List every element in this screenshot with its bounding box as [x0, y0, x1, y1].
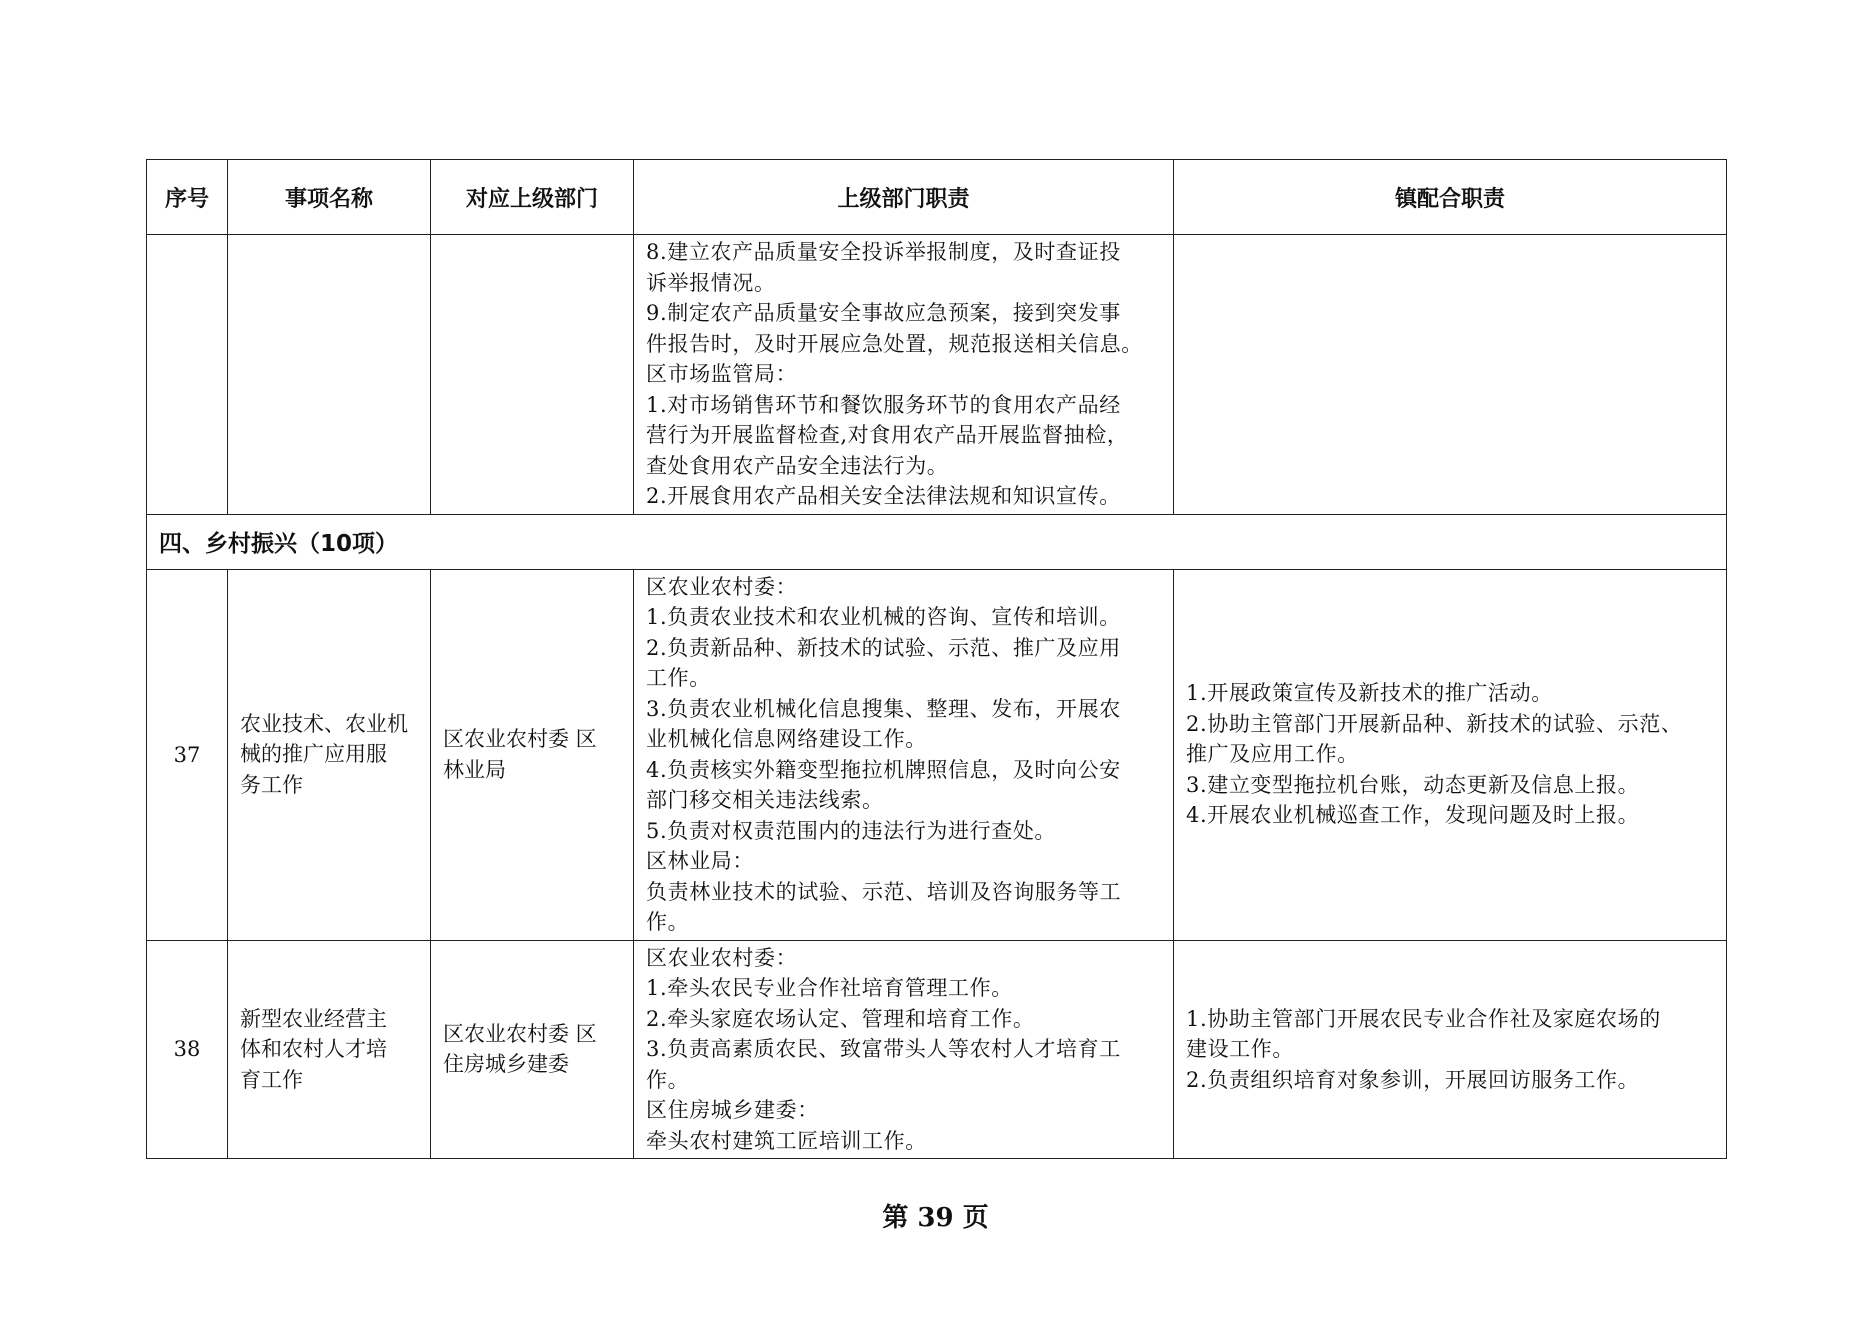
text-line: 区市场监管局：	[646, 362, 798, 386]
text-line: 1.负责农业技术和农业机械的咨询、宣传和培训。	[646, 605, 1121, 629]
text-line: 械的推广应用服	[240, 742, 387, 767]
text-line: 推广及应用工作。	[1186, 742, 1359, 767]
responsibility-table	[146, 159, 1727, 1159]
header-item-name: 事项名称	[228, 160, 431, 235]
text-line: 1.协助主管部门开展农民专业合作社及家庭农场的	[1186, 1006, 1661, 1031]
text-line: 林业局	[443, 757, 506, 782]
text-line: 查处食用农产品安全违法行为。	[646, 453, 949, 478]
text-line: 8.建立农产品质量安全投诉举报制度，及时查证投	[646, 240, 1121, 264]
text-line: 区林业局：	[646, 849, 754, 873]
row-upper-dept	[431, 940, 634, 1159]
text-line: 区住房城乡建委：	[646, 1098, 819, 1122]
row-no	[147, 235, 228, 515]
text-line: 诉举报情况。	[646, 270, 776, 295]
text-line: 建设工作。	[1186, 1037, 1294, 1061]
text-line: 营行为开展监督检查,对食用农产品开展监督抽检，	[646, 423, 1129, 447]
row-upper-duties	[634, 569, 1174, 940]
text-line: 2.协助主管部门开展新品种、新技术的试验、示范、	[1186, 711, 1683, 736]
text-line: 2.负责新品种、新技术的试验、示范、推广及应用	[646, 635, 1121, 660]
text-line: 2.牵头家庭农场认定、管理和培育工作。	[646, 1006, 1035, 1031]
text-line: 4.开展农业机械巡查工作，发现问题及时上报。	[1186, 803, 1640, 828]
row-no: 38	[147, 940, 228, 1159]
row-town-duties	[1174, 235, 1727, 515]
row-town-duties	[1174, 569, 1727, 940]
text-line: 件报告时，及时开展应急处置，规范报送相关信息。	[646, 331, 1143, 356]
row-upper-duties	[634, 235, 1174, 515]
text-line: 牵头农村建筑工匠培训工作。	[646, 1128, 927, 1153]
section-title: 四、乡村振兴（10项）	[147, 514, 1727, 569]
text-line: 住房城乡建委	[443, 1052, 569, 1077]
text-line: 新型农业经营主	[240, 1006, 387, 1031]
text-line: 3.负责农业机械化信息搜集、整理、发布，开展农	[646, 696, 1121, 721]
row-item-name	[228, 235, 431, 515]
text-line: 体和农村人才培	[240, 1037, 387, 1061]
text-line: 3.建立变型拖拉机台账，动态更新及信息上报。	[1186, 772, 1640, 797]
text-line: 9.制定农产品质量安全事故应急预案，接到突发事	[646, 301, 1121, 325]
table-row	[147, 569, 1727, 940]
header-upper-dept: 对应上级部门	[431, 160, 634, 235]
table-row	[147, 940, 1727, 1159]
text-line: 2.开展食用农产品相关安全法律法规和知识宣传。	[646, 484, 1121, 508]
text-line: 5.负责对权责范围内的违法行为进行查处。	[646, 818, 1057, 843]
section-row	[147, 514, 1727, 569]
header-town-duties: 镇配合职责	[1174, 160, 1727, 235]
text-line: 部门移交相关违法线索。	[646, 788, 884, 812]
row-upper-duties	[634, 940, 1174, 1159]
text-line: 农业技术、农业机	[240, 711, 408, 736]
text-line: 区农业农村委：	[646, 574, 798, 599]
text-line: 2.负责组织培育对象参训，开展回访服务工作。	[1186, 1067, 1640, 1092]
text-line: 3.负责高素质农民、致富带头人等农村人才培育工	[646, 1037, 1121, 1061]
page-number: 第 39 页	[882, 1203, 989, 1233]
table-header-row	[147, 160, 1727, 235]
text-line: 负责林业技术的试验、示范、培训及咨询服务等工	[646, 879, 1122, 904]
row-upper-dept	[431, 235, 634, 515]
header-no: 序号	[147, 160, 228, 235]
row-item-name	[228, 569, 431, 940]
text-line: 区农业农村委 区	[443, 727, 597, 751]
text-line: 作。	[646, 1067, 690, 1092]
table-row	[147, 235, 1727, 515]
text-line: 育工作	[240, 1067, 303, 1092]
text-line: 区农业农村委 区	[443, 1021, 597, 1046]
text-line: 工作。	[646, 666, 711, 690]
text-line: 1.牵头农民专业合作社培育管理工作。	[646, 976, 1013, 1000]
text-line: 务工作	[240, 772, 303, 797]
text-line: 业机械化信息网络建设工作。	[646, 727, 927, 751]
text-line: 1.对市场销售环节和餐饮服务环节的食用农产品经	[646, 392, 1121, 417]
text-line: 4.负责核实外籍变型拖拉机牌照信息，及时向公安	[646, 757, 1121, 782]
text-line: 作。	[646, 910, 690, 934]
row-upper-dept	[431, 569, 634, 940]
text-line: 区农业农村委：	[646, 945, 798, 970]
row-no: 37	[147, 569, 228, 940]
row-item-name	[228, 940, 431, 1159]
header-upper-duties: 上级部门职责	[634, 160, 1174, 235]
row-town-duties	[1174, 940, 1727, 1159]
text-line: 1.开展政策宣传及新技术的推广活动。	[1186, 681, 1553, 706]
